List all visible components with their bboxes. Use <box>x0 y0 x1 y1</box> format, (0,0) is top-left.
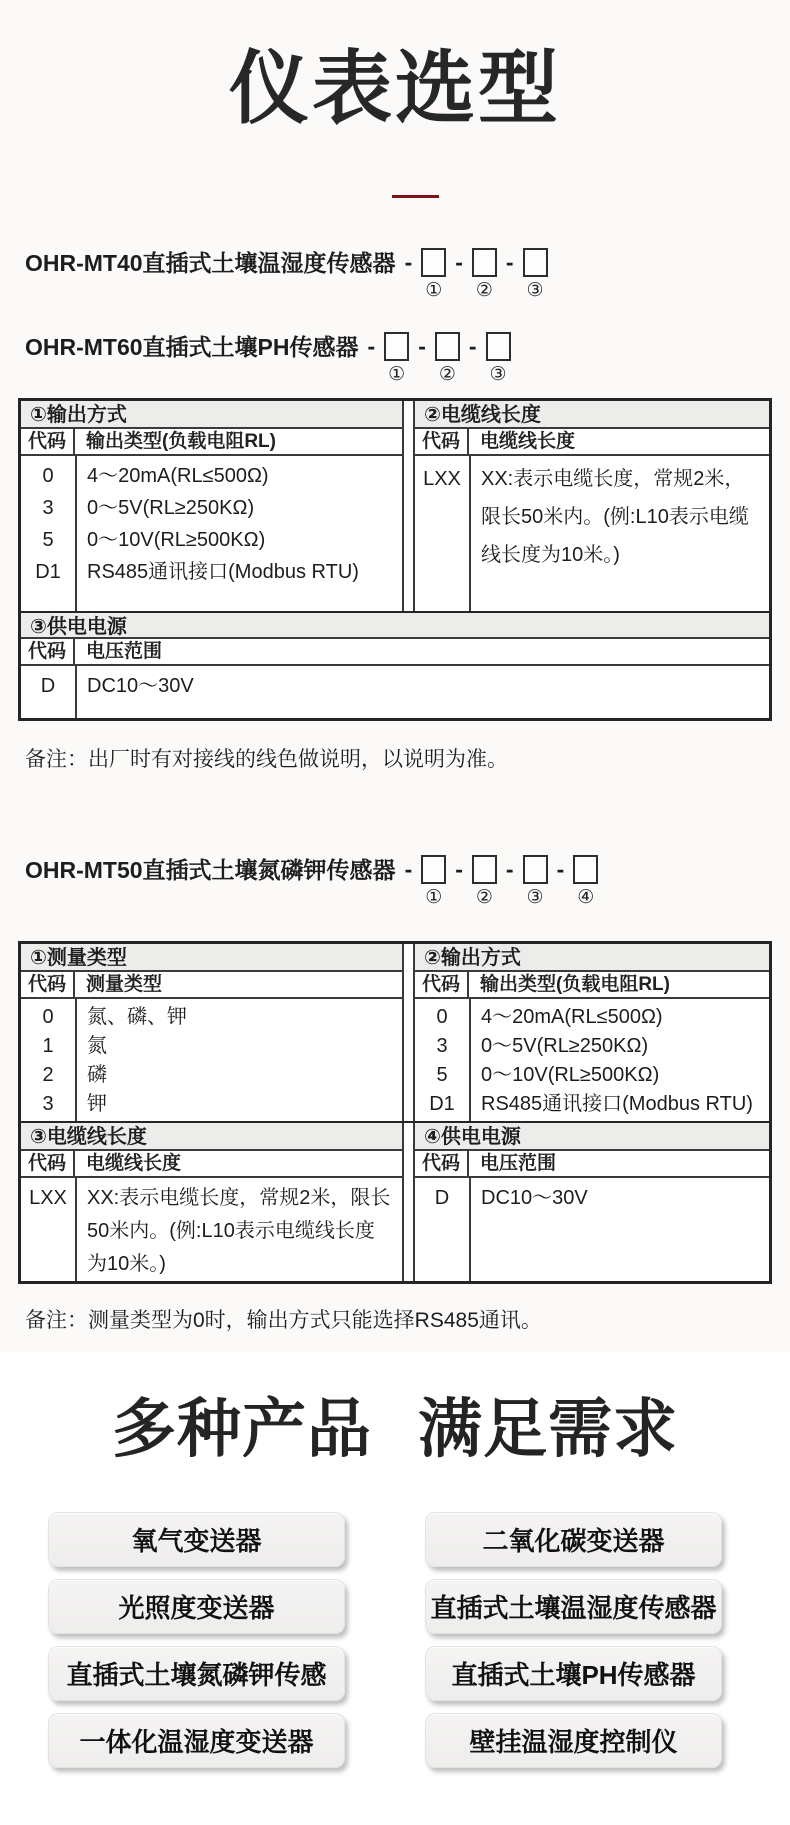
table-row: 5 0～10V(RL≥500KΩ) <box>42 529 266 551</box>
slot-box <box>523 248 548 277</box>
circled-number: ② <box>475 280 493 301</box>
model-name: OHR-MT60直插式土壤PH传感器 <box>25 334 359 360</box>
product-button-soil-npk[interactable]: 直插式土壤氮磷钾传感 <box>48 1646 345 1701</box>
model-line-mt60 <box>25 332 790 386</box>
model-name: OHR-MT50直插式土壤氮磷钾传感器 <box>25 857 396 883</box>
circled-number: ① <box>388 364 406 385</box>
product-button-illuminance[interactable]: 光照度变送器 <box>48 1579 345 1634</box>
power-section-title: ③供电电源 <box>21 611 769 639</box>
table-row: LXX XX:表示电缆长度，常规2米，限长50米内。(例:L10表示电缆线长度为10米。) <box>29 1187 391 1275</box>
table-split-gap <box>404 944 413 1121</box>
code-column-header: 代码 <box>415 429 469 454</box>
section-title: ②输出方式 <box>415 944 769 972</box>
note-measure-type: 备注：测量类型为0时，输出方式只能选择RS485通讯。 <box>25 1309 542 1332</box>
circled-number: ③ <box>526 280 544 301</box>
slot-box <box>523 855 548 884</box>
table-row: 5 0～10V(RL≥500KΩ) <box>436 1064 660 1086</box>
selection-table-2 <box>18 941 772 1284</box>
table-row: D1 RS485通讯接口(Modbus RTU) <box>429 1093 753 1115</box>
table-row: 3 钾 <box>42 1093 107 1115</box>
circled-number: ② <box>438 364 456 385</box>
output-type-section <box>413 944 769 1121</box>
slot-box <box>472 855 497 884</box>
section-title: ④供电电源 <box>415 1123 769 1151</box>
model-line-mt50 <box>25 855 790 909</box>
model-code-lines-mt50 <box>0 855 790 909</box>
dash-separator: - <box>404 856 413 882</box>
dash-separator: - <box>418 333 426 359</box>
table-row: 2 磷 <box>42 1064 107 1086</box>
order-slot <box>486 332 511 385</box>
circled-number: ③ <box>526 887 544 908</box>
slot-box <box>421 855 446 884</box>
dash-separator: - <box>468 333 477 359</box>
code-column-header: 代码 <box>21 429 75 454</box>
table-row: D DC10～30V <box>434 1187 588 1209</box>
slot-box <box>573 855 598 884</box>
product-button-wall-mount-controller[interactable]: 壁挂温湿度控制仪 <box>425 1713 722 1768</box>
table-row: D DC10～30V <box>40 675 194 697</box>
value-column-header: 测量类型 <box>86 974 163 995</box>
code-column-header: 代码 <box>21 639 75 664</box>
value-column-header: 电压范围 <box>480 1153 557 1174</box>
products-grid <box>48 1512 722 1768</box>
value-column-header: 电压范围 <box>86 641 163 662</box>
selection-table-1 <box>18 398 772 721</box>
products-heading <box>0 1393 790 1465</box>
section-title: ①测量类型 <box>21 944 402 972</box>
code-column-header: 代码 <box>21 1151 75 1176</box>
order-slot <box>523 855 548 908</box>
table-row: 1 氮 <box>42 1035 107 1057</box>
product-button-integrated-temp-humidity[interactable]: 一体化温湿度变送器 <box>48 1713 345 1768</box>
order-slot <box>421 855 446 908</box>
products-section <box>0 1393 790 1768</box>
dash-separator: - <box>455 249 463 275</box>
order-slot <box>435 332 460 385</box>
product-button-oxygen[interactable]: 氧气变送器 <box>48 1512 345 1567</box>
product-button-soil-temp-humidity[interactable]: 直插式土壤温湿度传感器 <box>425 1579 722 1634</box>
page-title: 仪表选型 <box>229 44 561 133</box>
dash-separator: - <box>455 856 463 882</box>
dash-separator: - <box>367 333 376 359</box>
value-column-header: 输出类型(负载电阻RL) <box>480 974 670 995</box>
slot-box <box>384 332 409 361</box>
code-column-header: 代码 <box>415 1151 469 1176</box>
order-slot <box>384 332 409 385</box>
section-title: ③电缆线长度 <box>21 1123 402 1151</box>
products-heading-right: 满足需求 <box>418 1393 678 1465</box>
circled-number: ③ <box>489 364 507 385</box>
circled-number: ② <box>475 887 493 908</box>
table-row: 0 4～20mA(RL≤500Ω) <box>42 465 269 487</box>
section-title: ②电缆线长度 <box>415 401 769 429</box>
model-name: OHR-MT40直插式土壤温湿度传感器 <box>25 250 396 276</box>
table-row: 0 4～20mA(RL≤500Ω) <box>436 1006 663 1028</box>
model-code-lines <box>0 248 790 386</box>
dash-separator: - <box>404 249 413 275</box>
order-slot <box>472 248 497 301</box>
slot-box <box>472 248 497 277</box>
output-type-section <box>21 401 404 611</box>
slot-box <box>486 332 511 361</box>
cable-length-section <box>21 1123 404 1281</box>
slot-box <box>435 332 460 361</box>
product-button-co2[interactable]: 二氧化碳变送器 <box>425 1512 722 1567</box>
order-slot <box>523 248 548 301</box>
value-column-header: 电缆线长度 <box>86 1153 182 1174</box>
order-slot <box>421 248 446 301</box>
cable-length-section <box>413 401 769 611</box>
table-row: LXX XX:表示电缆长度，常规2米，限长50米内。(例:L10表示电缆线长度为10米。) <box>423 468 749 566</box>
circled-number: ④ <box>577 887 595 908</box>
dash-separator: - <box>505 249 514 275</box>
title-divider <box>392 195 439 198</box>
order-slot <box>573 855 598 908</box>
dash-separator: - <box>556 856 565 882</box>
code-column-header: 代码 <box>415 972 469 997</box>
code-column-header: 代码 <box>21 972 75 997</box>
power-section <box>413 1123 769 1281</box>
table-row: 3 0～5V(RL≥250KΩ) <box>42 497 255 519</box>
product-button-soil-ph[interactable]: 直插式土壤PH传感器 <box>425 1646 722 1701</box>
table-row: 0 氮、磷、钾 <box>42 1006 187 1028</box>
model-line-mt40 <box>25 248 790 302</box>
dash-separator: - <box>505 856 514 882</box>
order-slot <box>472 855 497 908</box>
slot-box <box>421 248 446 277</box>
circled-number: ① <box>425 280 443 301</box>
value-column-header: 电缆线长度 <box>480 431 576 452</box>
circled-number: ① <box>425 887 443 908</box>
note-wiring: 备注：出厂时有对接线的线色做说明，以说明为准。 <box>25 748 508 771</box>
table-split-gap <box>404 401 413 611</box>
table-split-gap <box>404 1123 413 1281</box>
table-row: 3 0～5V(RL≥250KΩ) <box>436 1035 649 1057</box>
products-heading-left: 多种产品 <box>112 1393 372 1465</box>
measure-type-section <box>21 944 404 1121</box>
table-row: D1 RS485通讯接口(Modbus RTU) <box>35 561 359 583</box>
value-column-header: 输出类型(负载电阻RL) <box>86 431 276 452</box>
section-title: ①输出方式 <box>21 401 402 429</box>
